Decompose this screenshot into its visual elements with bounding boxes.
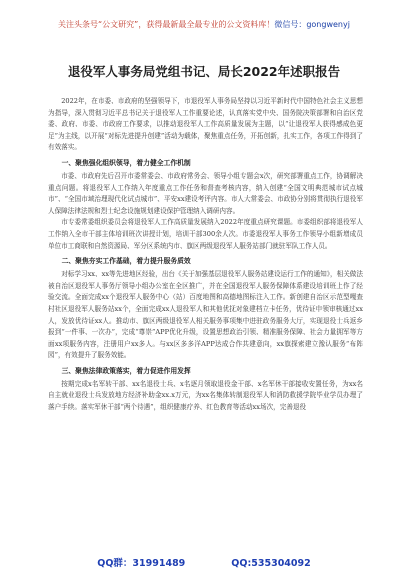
- promo-banner: [0, 20, 408, 30]
- intro-paragraph: 2022年，在市委、市政府的坚强领导下，市退役军人事务局坚持以习近平新时代中国特色社会主义思想为指导，深入贯彻习近平总书记关于退役军人工作重要论述，认真落实党中央、国务院决策部署和自治区党委、政府、市委、市政府工作要求，以推动退役军人工作高质量发展为主题，以“让退役军人获得感成色更足”为主线，以开展“对标先进提升创建”活动为载体，聚焦重点任务，开拓创新，扎实工作，各项工作得到了有效落实。: [48, 97, 363, 152]
- qq-number-text: QQ:535304092: [231, 558, 311, 569]
- section-paragraph: 市委、市政府先后召开市委常委会、市政府常务会、领导小组专题会x次，研究部署重点工作，协调解决重点问题。将退役军人工作纳入年度重点工作任务和督查考核内容，纳入创建“全国文明典范城市试点城市”、“全国市域治理现代化试点城市”、平安xx建设考评内容。市人大常委会、市政协分别将贯彻执行退役军人保障法律法规和烈士纪念设施规划建设保护管理纳入调研内容。: [48, 171, 363, 215]
- section-paragraph: 按期完成x名军转干部、xx名退役士兵、x名逐月领取退役金干部、x名军休干部接收安置任务，为xx名自主就业退役士兵发放地方经济补助金xx.x万元，为xx名集体转制退役军人和消防救援学院毕业学员办理了落户手续。落实军休干部“两个待遇”，组织健康疗养、红色教育等活动xx场次，完善退役: [48, 379, 363, 412]
- section-paragraph: 对标学习xx、xx等先进地区经验，出台《关于加强基层退役军人服务站建设运行工作的通知》，相关做法被自治区退役军人事务厅领导小组办公室在全区推广，并在全国退役军人服务保障体系建设培训班上作了经验交流。全面完成xx个退役军人服务中心（站）百度地图和高德地图标注入工作。新创建自治区示范型嘎查村社区退役军人服务站xx个，全面完成xx人退役军人和其他优抚对象建档立卡任务，优待证申领审核通过xx人，发放优待证xx人。推动市、旗区两级退役军人相关服务事项集中进驻政务服务大厅，实现退役士兵返乡报到“一件事、一次办”，完成“尊崇”APP优化升级，设置思想政治引领、精准服务保障、社会力量拥军等方面xx项服务内容，注册用户xx多人。与xx区多多洋APP达成合作共建意向，xx旗探索建立豫认服务“布阵园”，有效提升了服务效能。: [48, 270, 363, 360]
- document-body: [48, 96, 363, 414]
- banner-red-text: 关注头条号“公文研究”，获得最新最全最专业的公文资料库！: [58, 20, 275, 29]
- section-heading: 三、聚焦法律政策落实，着力促进作用发挥: [61, 366, 191, 375]
- banner-blue-text: 微信号：gongwenyj: [274, 20, 350, 29]
- section-heading: 二、聚焦夯实工作基础，着力提升服务质效: [61, 257, 191, 266]
- qq-group-text: QQ群：31991489: [97, 558, 186, 569]
- section-paragraph: 市专委常委组织委员会将退役军人工作高质量发展纳入2022年度重点研究课题。市委组织部将退役军人工作纳入全市干部主体培训班次讲授计划，培训干部300余人次。市委退役军人事务工作领导小组新增成员单位市工商联和自然资源局、军分区系统内市、旗区两级退役军人服务站部门就驻军队工作人员。: [48, 218, 363, 250]
- document-title: 退役军人事务局党组书记、局长2022年述职报告: [67, 64, 341, 79]
- contact-footer: [0, 558, 408, 570]
- section-heading: 一、聚焦强化组织领导，着力健全工作机制: [61, 158, 191, 167]
